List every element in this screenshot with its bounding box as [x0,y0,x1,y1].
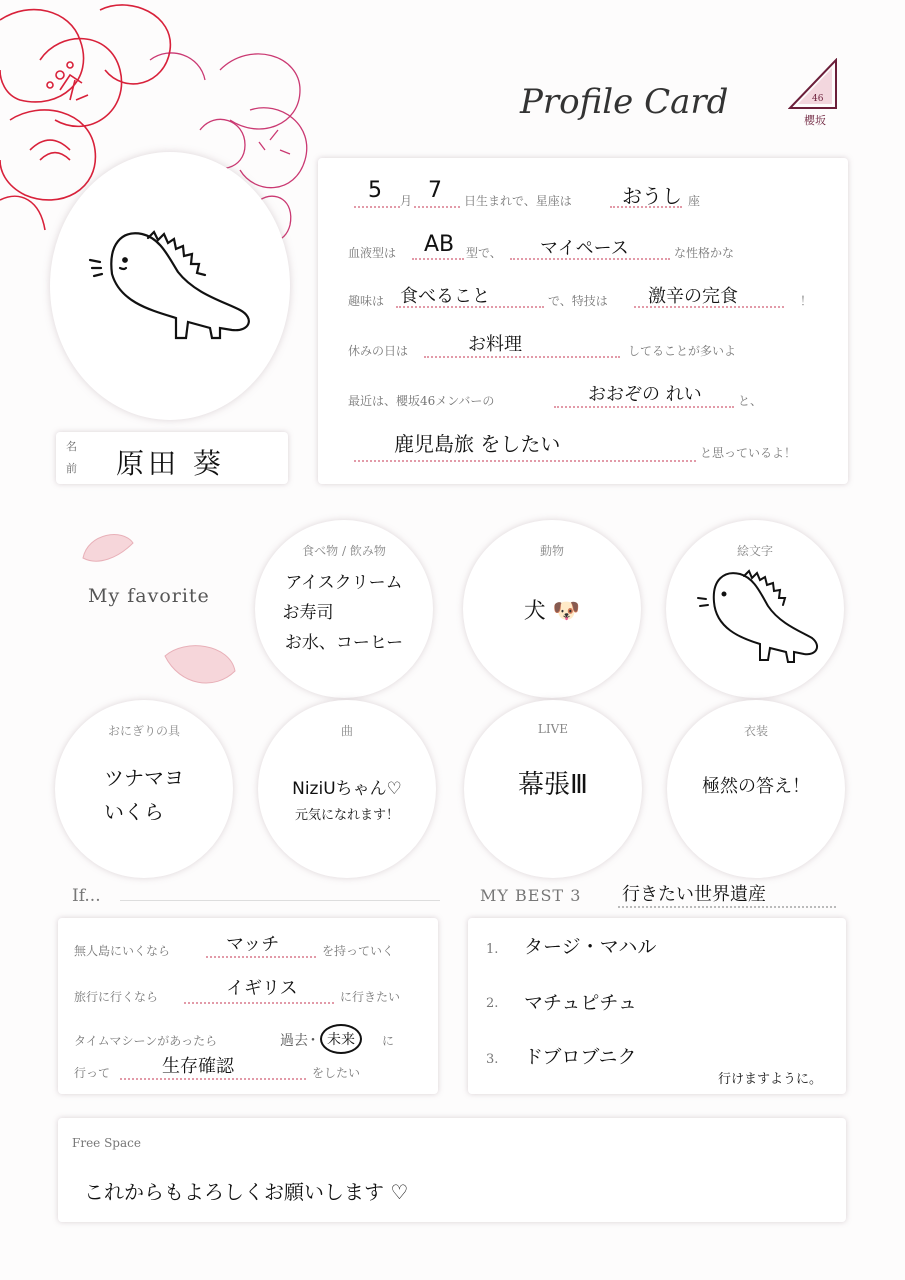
name-value: 原田 葵 [116,447,225,480]
favorite-animal-answer: 犬 🐶 [523,599,581,624]
best3-num-3: 3. [486,1052,499,1067]
holiday-label: 休みの日は [348,344,409,358]
blood-type: AB [424,232,455,257]
skill-suffix: ！ [800,294,813,308]
island-post: を持っていく [322,944,395,958]
favorite-onigiri-line-2: いくら [104,800,164,824]
profile-box [318,158,848,484]
zodiac-suffix: 座 [688,194,701,208]
favorite-live-title: LIVE [537,722,569,736]
dinosaur-emoji-icon [694,562,824,682]
personality: マイペース [540,238,629,259]
blood-label: 血液型は [348,246,397,260]
favorite-costume-title: 衣装 [743,724,768,738]
favorite-food-title: 食べ物 / 飲み物 [302,544,386,558]
travel-pre: 旅行に行くなら [74,990,159,1004]
favorite-food-line-3: お水、コーヒー [284,633,404,653]
purpose: 生存確認 [162,1056,234,1077]
travel-post: に行きたい [340,990,401,1004]
time-pre: タイムマシーンがあったら [74,1034,218,1048]
wish-suffix: と思っているよ！ [700,446,797,460]
free-space-text: これからもよろしくお願いします ♡ [84,1180,409,1204]
favorite-food-line-2: お寿司 [282,603,334,623]
time-future: 未来 [320,1024,362,1054]
time-past: 過去 [280,1033,308,1049]
zodiac: おうし [622,184,682,208]
birth-month: 5 [368,178,382,203]
badge-label: 櫻坂 [804,114,826,127]
best3-note: 行けますように。 [718,1072,823,1087]
best3-item-2: マチュピチュ [524,992,637,1014]
birth-day: 7 [428,178,442,203]
hobby: 食べること [400,286,490,307]
favorite-song-title: 曲 [340,724,353,738]
best3-item-3: ドブロブニク [524,1046,637,1068]
favorite-onigiri-circle [55,700,233,878]
badge-number: 46 [812,94,824,104]
time-dot: ・ [306,1033,320,1049]
favorite-costume-circle [667,700,845,878]
best3-num-1: 1. [486,942,499,957]
name-label-1: 名 [66,440,77,453]
purpose-post: をしたい [312,1066,361,1080]
favorite-emoji-title: 絵文字 [736,544,773,558]
favorite-song-line-1: NiziUちゃん♡ [292,779,402,799]
petal-icon [160,636,240,692]
favorite-live-answer: 幕張Ⅲ [518,770,588,800]
best3-item-1: タージ・マハル [524,936,657,958]
skill-label: で、特技は [548,294,608,308]
page-title: Profile Card [520,82,729,122]
holiday-suffix: してることが多いよ [628,344,737,358]
blood-suffix: 型で、 [466,246,502,260]
favorite-animal-circle [463,520,641,698]
petal-icon [78,528,138,568]
sakurazaka-badge [788,58,838,128]
favorite-onigiri-title: おにぎりの具 [107,724,180,738]
go-label: 行って [74,1066,111,1080]
holiday: お料理 [468,334,522,355]
favorite-onigiri-line-1: ツナマヨ [104,766,184,790]
recent-label: 最近は、櫻坂46メンバーの [348,394,495,408]
dinosaur-drawing-icon [50,152,290,420]
island-item: マッチ [226,934,280,955]
favorites-heading: My favorite [88,585,210,607]
travel-place: イギリス [226,978,298,999]
best3-num-2: 2. [486,996,499,1011]
personality-suffix: な性格かな [674,246,735,260]
favorite-food-circle [255,520,433,698]
favorite-food-line-1: アイスクリーム [285,573,403,593]
time-ni: に [382,1034,395,1048]
if-box [58,918,438,1094]
name-box [56,432,288,484]
favorite-animal-title: 動物 [539,544,564,558]
wish: 鹿児島旅 をしたい [394,432,561,456]
favorite-costume-answer: 極然の答え！ [702,776,810,797]
favorite-live-circle [464,700,642,878]
island-pre: 無人島にいくなら [74,944,171,958]
best3-theme: 行きたい世界遺産 [622,884,766,905]
best3-box [468,918,846,1094]
favorite-song-circle [258,700,436,878]
free-space-label: Free Space [72,1136,141,1150]
skill: 激辛の完食 [648,286,738,307]
month-unit: 月 [400,194,413,208]
if-heading: If... [72,886,101,906]
favorite-emoji-circle [666,520,844,698]
member: おおぞの れい [588,384,702,405]
portrait-circle [50,152,290,420]
free-space-box [58,1118,846,1222]
name-label-2: 前 [66,462,77,475]
best3-heading: MY BEST 3 [480,886,582,905]
born-text: 日生まれで、星座は [464,194,572,208]
hobby-label: 趣味は [348,294,385,308]
favorite-song-line-2: 元気になれます！ [294,808,399,823]
member-suffix: と、 [738,394,763,408]
